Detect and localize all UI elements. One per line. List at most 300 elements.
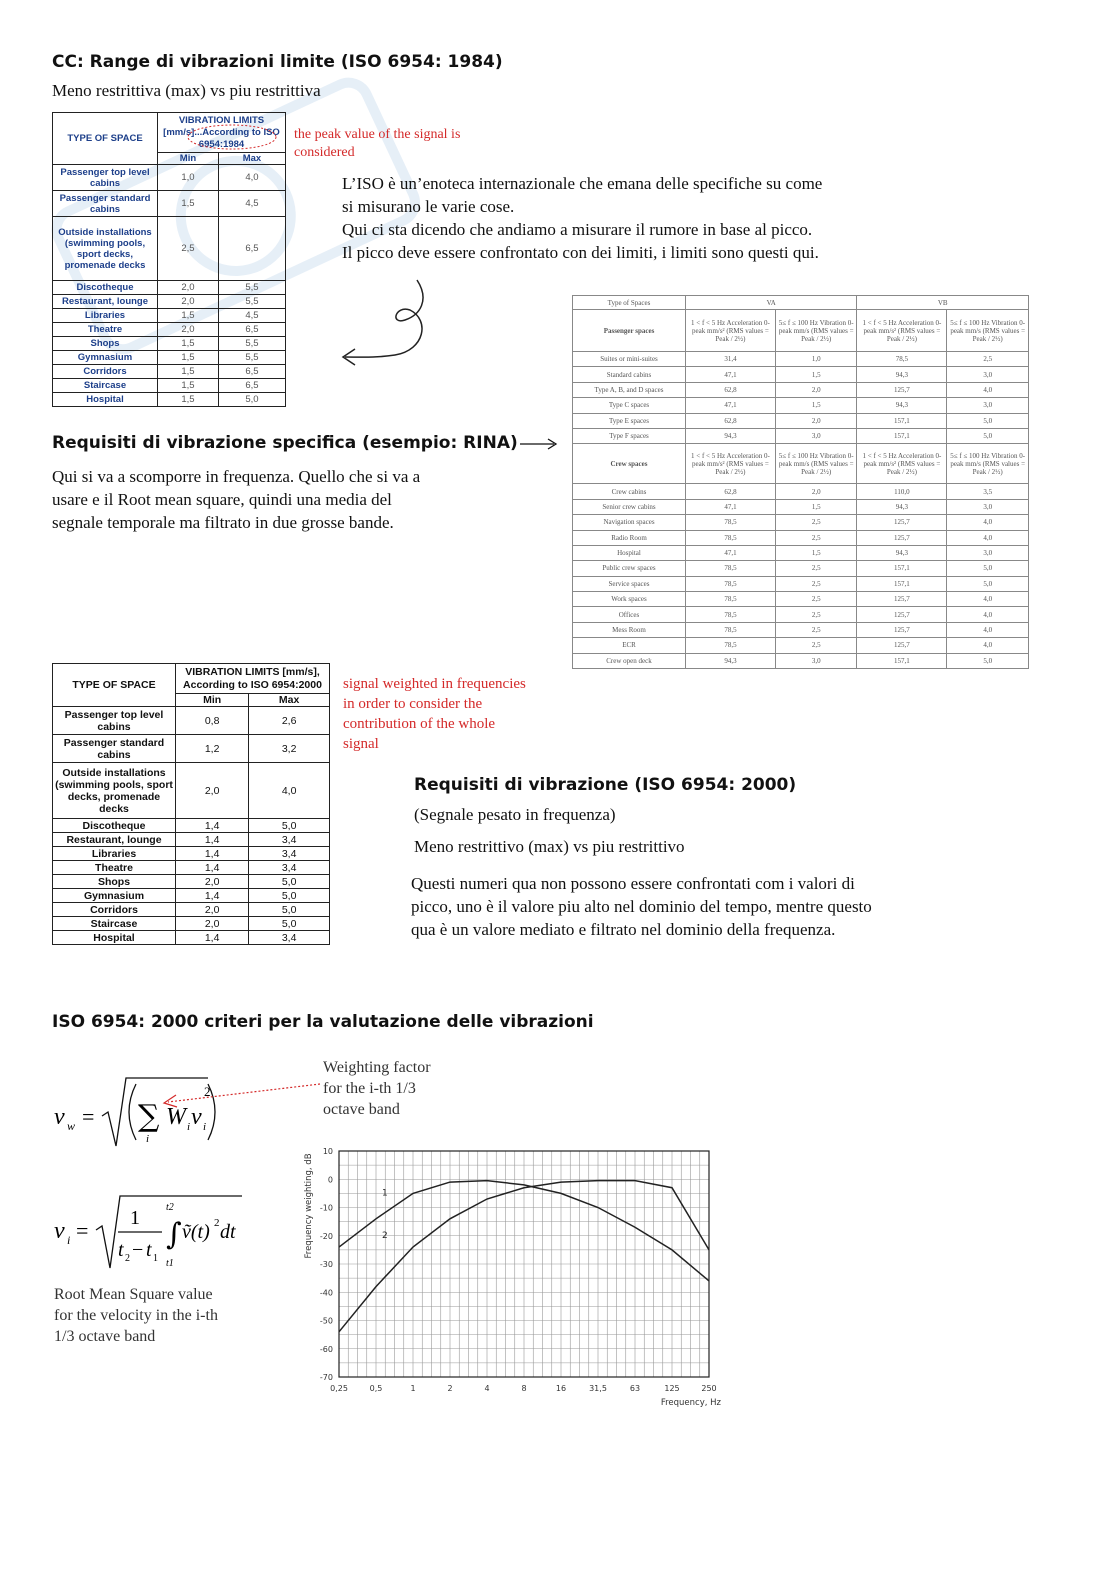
space-cell: Offices <box>573 607 686 622</box>
weighting-note-line: octave band <box>323 1101 400 1118</box>
annotation-line: signal <box>343 736 379 752</box>
value-cell: 1,0 <box>775 352 857 367</box>
svg-text:∫: ∫ <box>166 1217 182 1252</box>
svg-text:i: i <box>67 1233 71 1247</box>
table-row <box>573 622 1029 637</box>
value-cell: 125,7 <box>857 638 947 653</box>
value-cell: 47,1 <box>686 545 776 560</box>
col-min-header: Min <box>176 694 249 707</box>
value-cell: 3,0 <box>947 545 1029 560</box>
rina-col-header: 1 < f < 5 Hz Acceleration 0-peak mm/s² (RMS values = Peak / 2½) <box>686 444 776 484</box>
max-cell: 5,0 <box>218 393 285 407</box>
col-limits-header: VIBRATION LIMITS [mm/s], According to ISO 6954:2000 <box>176 664 330 694</box>
value-cell: 157,1 <box>857 413 947 428</box>
value-cell: 4,0 <box>947 607 1029 622</box>
rms-note-line: for the velocity in the i-th <box>54 1307 218 1324</box>
x-tick-label: 2 <box>447 1384 453 1393</box>
table-row <box>573 499 1029 514</box>
rms-note <box>54 1284 218 1347</box>
svg-text:2: 2 <box>204 1084 211 1099</box>
table-row <box>573 398 1029 413</box>
svg-text:2: 2 <box>125 1253 130 1264</box>
min-cell: 2,0 <box>158 295 219 309</box>
value-cell: 2,0 <box>775 484 857 499</box>
rina-text-line: Qui si va a scomporre in frequenza. Quello che si va a <box>52 467 421 486</box>
col-max-header: Max <box>249 694 330 707</box>
space-cell: Radio Room <box>573 530 686 545</box>
min-cell: 2,0 <box>176 875 249 889</box>
table-row <box>573 653 1029 668</box>
space-cell: Type C spaces <box>573 398 686 413</box>
space-cell: Theatre <box>53 861 176 875</box>
max-cell: 4,5 <box>218 191 285 217</box>
annotation-weighted <box>343 674 526 754</box>
table-row <box>53 217 286 281</box>
iso2000-heading: Requisiti di vibrazione (ISO 6954: 2000) <box>414 775 797 795</box>
min-cell: 2,0 <box>158 323 219 337</box>
table-row <box>53 889 330 903</box>
rina-text-line: segnale temporale ma filtrato in due grosse bande. <box>52 513 394 532</box>
svg-text:2: 2 <box>214 1217 220 1229</box>
criteria-heading: ISO 6954: 2000 criteri per la valutazione delle vibrazioni <box>52 1012 594 1032</box>
table-row <box>53 309 286 323</box>
max-cell: 5,5 <box>218 337 285 351</box>
value-cell: 78,5 <box>686 576 776 591</box>
arrow-right-icon <box>518 436 560 452</box>
value-cell: 3,0 <box>947 398 1029 413</box>
table-row <box>573 484 1029 499</box>
value-cell: 94,3 <box>857 545 947 560</box>
value-cell: 125,7 <box>857 382 947 397</box>
value-cell: 5,0 <box>947 653 1029 668</box>
value-cell: 2,5 <box>947 352 1029 367</box>
min-cell: 1,4 <box>176 861 249 875</box>
iso-note-line: si misurano le varie cose. <box>342 197 515 216</box>
y-tick-label: -30 <box>319 1260 333 1269</box>
rms-note-line: 1/3 octave band <box>54 1328 156 1345</box>
space-cell: Restaurant, lounge <box>53 295 158 309</box>
table-row <box>53 337 286 351</box>
weighting-note <box>323 1057 431 1120</box>
max-cell: 5,0 <box>249 889 330 903</box>
table-row <box>53 165 286 191</box>
y-tick-label: -40 <box>319 1288 333 1298</box>
value-cell: 1,5 <box>775 367 857 382</box>
max-cell: 5,5 <box>218 281 285 295</box>
value-cell: 125,7 <box>857 622 947 637</box>
table-row <box>53 379 286 393</box>
max-cell: 3,2 <box>249 735 330 763</box>
max-cell: 4,0 <box>249 763 330 819</box>
max-cell: 5,0 <box>249 903 330 917</box>
max-cell: 2,6 <box>249 707 330 735</box>
space-cell: Work spaces <box>573 592 686 607</box>
space-cell: Service spaces <box>573 576 686 591</box>
svg-text:t: t <box>118 1239 124 1261</box>
max-cell: 4,0 <box>218 165 285 191</box>
value-cell: 157,1 <box>857 576 947 591</box>
svg-text:−: − <box>132 1239 144 1261</box>
value-cell: 78,5 <box>686 607 776 622</box>
iso2000-text-line: picco, uno è il valore piu alto nel dominio del tempo, mentre questo <box>411 897 872 916</box>
table-row <box>53 295 286 309</box>
value-cell: 78,5 <box>686 530 776 545</box>
value-cell: 62,8 <box>686 382 776 397</box>
iso2000-text-line: Questi numeri qua non possono essere confrontati com i valori di <box>411 874 855 893</box>
value-cell: 3,0 <box>775 653 857 668</box>
value-cell: 47,1 <box>686 367 776 382</box>
value-cell: 3,5 <box>947 484 1029 499</box>
rina-text-line: usare e il Root mean square, quindi una media del <box>52 490 392 509</box>
table-row <box>53 833 330 847</box>
vb-header: VB <box>857 296 1029 310</box>
svg-text:i: i <box>146 1133 150 1145</box>
table-row <box>573 367 1029 382</box>
space-cell: Passenger standard cabins <box>53 191 158 217</box>
table-row <box>53 763 330 819</box>
rina-col-header: 1 < f < 5 Hz Acceleration 0-peak mm/s² (RMS values = Peak / 2½) <box>857 444 947 484</box>
max-cell: 5,5 <box>218 295 285 309</box>
value-cell: 94,3 <box>857 398 947 413</box>
space-cell: Passenger top level cabins <box>53 707 176 735</box>
annotation-ellipse <box>186 122 278 152</box>
table-row <box>573 592 1029 607</box>
y-axis-label: Frequency weighting, dB <box>304 1153 314 1259</box>
table-row <box>573 545 1029 560</box>
value-cell: 94,3 <box>857 499 947 514</box>
value-cell: 4,0 <box>947 530 1029 545</box>
table-row <box>573 607 1029 622</box>
svg-text:1: 1 <box>153 1253 158 1264</box>
value-cell: 4,0 <box>947 638 1029 653</box>
iso2000-text-line: qua è un valore mediato e filtrato nel dominio della frequenza. <box>411 920 836 939</box>
value-cell: 157,1 <box>857 428 947 443</box>
table-row <box>53 931 330 945</box>
space-cell: Shops <box>53 875 176 889</box>
weighting-note-line: Weighting factor <box>323 1059 431 1076</box>
space-cell: Libraries <box>53 309 158 323</box>
type-of-spaces-header: Type of Spaces <box>573 296 686 310</box>
table-row <box>573 638 1029 653</box>
rina-col-header: 1 < f < 5 Hz Acceleration 0-peak mm/s² (RMS values = Peak / 2½) <box>686 310 776 352</box>
svg-text:=: = <box>76 1218 89 1243</box>
value-cell: 4,0 <box>947 592 1029 607</box>
svg-text:t2: t2 <box>166 1202 174 1213</box>
space-cell: Senior crew cabins <box>573 499 686 514</box>
col-min-header: Min <box>158 153 219 165</box>
min-cell: 1,2 <box>176 735 249 763</box>
value-cell: 78,5 <box>686 592 776 607</box>
annotation-peak: the peak value of the signal is considered <box>294 127 461 160</box>
space-cell: Libraries <box>53 847 176 861</box>
max-cell: 5,0 <box>249 917 330 931</box>
value-cell: 1,5 <box>775 398 857 413</box>
svg-text:1: 1 <box>130 1207 140 1229</box>
rina-col-header: 5≤ f ≤ 100 Hz Vibration 0-peak mm/s (RMS values = Peak / 2½) <box>947 310 1029 352</box>
space-cell: Passenger standard cabins <box>53 735 176 763</box>
annotation-line: in order to consider the <box>343 696 483 712</box>
max-cell: 3,4 <box>249 861 330 875</box>
min-cell: 1,5 <box>158 337 219 351</box>
min-cell: 1,4 <box>176 931 249 945</box>
value-cell: 47,1 <box>686 499 776 514</box>
annotation-line: contribution of the whole <box>343 716 496 732</box>
space-cell: Hospital <box>53 931 176 945</box>
min-cell: 1,0 <box>158 165 219 191</box>
min-cell: 0,8 <box>176 707 249 735</box>
space-cell: Gymnasium <box>53 889 176 903</box>
value-cell: 94,3 <box>857 367 947 382</box>
max-cell: 3,4 <box>249 847 330 861</box>
value-cell: 157,1 <box>857 561 947 576</box>
space-cell: Gymnasium <box>53 351 158 365</box>
value-cell: 1,5 <box>775 545 857 560</box>
svg-text:∑: ∑ <box>138 1099 160 1134</box>
table-row <box>53 819 330 833</box>
value-cell: 78,5 <box>686 622 776 637</box>
min-cell: 2,0 <box>158 281 219 295</box>
iso-note <box>342 172 962 264</box>
value-cell: 157,1 <box>857 653 947 668</box>
value-cell: 125,7 <box>857 592 947 607</box>
rina-col-header: 5≤ f ≤ 100 Hz Vibration 0-peak mm/s (RMS values = Peak / 2½) <box>775 444 857 484</box>
iso2000-line1: (Segnale pesato in frequenza) <box>414 805 616 824</box>
iso2000-text <box>411 872 1011 941</box>
value-cell: 78,5 <box>686 638 776 653</box>
space-cell: Passenger top level cabins <box>53 165 158 191</box>
value-cell: 125,7 <box>857 515 947 530</box>
col-max-header: Max <box>218 153 285 165</box>
hand-drawn-arrow <box>335 275 445 375</box>
min-cell: 1,4 <box>176 889 249 903</box>
y-tick-label: 0 <box>327 1175 333 1185</box>
table-row <box>53 875 330 889</box>
value-cell: 5,0 <box>947 428 1029 443</box>
max-cell: 3,4 <box>249 833 330 847</box>
value-cell: 2,5 <box>775 561 857 576</box>
value-cell: 110,0 <box>857 484 947 499</box>
svg-text:t: t <box>146 1239 152 1261</box>
value-cell: 2,0 <box>775 382 857 397</box>
svg-text:v: v <box>54 1104 65 1130</box>
svg-text:ṽ(t): ṽ(t) <box>182 1221 210 1243</box>
weighting-note-line: for the i-th 1/3 <box>323 1080 416 1097</box>
table-row <box>53 847 330 861</box>
table-row <box>53 351 286 365</box>
y-tick-label: -60 <box>319 1344 333 1354</box>
space-cell: Discotheque <box>53 819 176 833</box>
space-cell: Theatre <box>53 323 158 337</box>
space-cell: Staircase <box>53 917 176 931</box>
space-cell: Shops <box>53 337 158 351</box>
space-cell: Staircase <box>53 379 158 393</box>
svg-text:v: v <box>54 1218 65 1244</box>
value-cell: 2,5 <box>775 515 857 530</box>
value-cell: 4,0 <box>947 622 1029 637</box>
y-tick-label: -20 <box>319 1231 333 1241</box>
min-cell: 2,0 <box>176 917 249 931</box>
col-type-header: TYPE OF SPACE <box>53 664 176 707</box>
series-label: 2 <box>382 1230 388 1241</box>
table-rina <box>572 295 1029 669</box>
value-cell: 4,0 <box>947 382 1029 397</box>
page-subtitle: Meno restrittiva (max) vs piu restrittiva <box>52 81 321 100</box>
value-cell: 78,5 <box>857 352 947 367</box>
x-tick-label: 8 <box>521 1384 527 1393</box>
value-cell: 125,7 <box>857 607 947 622</box>
min-cell: 1,5 <box>158 351 219 365</box>
space-cell: Corridors <box>53 365 158 379</box>
value-cell: 31,4 <box>686 352 776 367</box>
space-cell: Hospital <box>53 393 158 407</box>
max-cell: 5,0 <box>249 875 330 889</box>
max-cell: 5,5 <box>218 351 285 365</box>
max-cell: 4,5 <box>218 309 285 323</box>
max-cell: 6,5 <box>218 217 285 281</box>
value-cell: 62,8 <box>686 484 776 499</box>
min-cell: 1,4 <box>176 819 249 833</box>
value-cell: 2,5 <box>775 638 857 653</box>
table-row <box>53 861 330 875</box>
value-cell: 2,0 <box>775 413 857 428</box>
x-tick-label: 31,5 <box>589 1384 607 1393</box>
value-cell: 2,5 <box>775 592 857 607</box>
table-row <box>573 515 1029 530</box>
max-cell: 3,4 <box>249 931 330 945</box>
x-tick-label: 1 <box>410 1384 416 1393</box>
x-tick-label: 0,5 <box>369 1384 383 1393</box>
table-row <box>573 428 1029 443</box>
svg-text:i: i <box>203 1121 207 1133</box>
table-row <box>53 393 286 407</box>
min-cell: 1,5 <box>158 309 219 323</box>
col-limits-header: VIBRATION LIMITS [mm/s]...According to ISO 6954:1984 <box>158 113 286 153</box>
svg-text:v: v <box>191 1104 202 1130</box>
iso-note-line: Qui ci sta dicendo che andiamo a misurare il rumore in base al picco. <box>342 220 813 239</box>
value-cell: 2,5 <box>775 607 857 622</box>
x-tick-label: 250 <box>701 1384 717 1393</box>
min-cell: 1,5 <box>158 393 219 407</box>
value-cell: 47,1 <box>686 398 776 413</box>
rina-col-header: 5≤ f ≤ 100 Hz Vibration 0-peak mm/s (RMS values = Peak / 2½) <box>775 310 857 352</box>
x-tick-label: 63 <box>629 1384 641 1393</box>
rina-text <box>52 465 512 534</box>
table-row <box>53 735 330 763</box>
value-cell: 3,0 <box>947 499 1029 514</box>
x-tick-label: 4 <box>484 1384 490 1393</box>
rina-heading: Requisiti di vibrazione specifica (esempio: RINA) <box>52 433 518 453</box>
value-cell: 3,0 <box>775 428 857 443</box>
svg-text:i: i <box>187 1121 191 1133</box>
svg-text:W: W <box>166 1104 186 1130</box>
space-cell: Discotheque <box>53 281 158 295</box>
y-tick-label: -50 <box>319 1316 333 1326</box>
space-cell: Crew cabins <box>573 484 686 499</box>
x-tick-label: 0,25 <box>330 1384 348 1393</box>
value-cell: 78,5 <box>686 561 776 576</box>
value-cell: 2,5 <box>775 622 857 637</box>
svg-text:t1: t1 <box>166 1258 174 1269</box>
y-tick-label: -70 <box>319 1373 333 1382</box>
value-cell: 125,7 <box>857 530 947 545</box>
space-cell: Type A, B, and D spaces <box>573 382 686 397</box>
table-row <box>573 576 1029 591</box>
min-cell: 1,4 <box>176 847 249 861</box>
rms-note-line: Root Mean Square value <box>54 1286 213 1303</box>
x-axis-label: Frequency, Hz <box>660 1398 721 1408</box>
space-cell: Mess Room <box>573 622 686 637</box>
space-cell: Type E spaces <box>573 413 686 428</box>
value-cell: 78,5 <box>686 515 776 530</box>
max-cell: 5,0 <box>249 819 330 833</box>
min-cell: 2,0 <box>176 903 249 917</box>
space-cell: Outside installations (swimming pools, sport decks, promenade decks <box>53 763 176 819</box>
dotted-arrow <box>158 1080 338 1110</box>
table-row <box>573 382 1029 397</box>
max-cell: 6,5 <box>218 323 285 337</box>
value-cell: 94,3 <box>686 428 776 443</box>
table-row <box>573 413 1029 428</box>
y-tick-label: 10 <box>322 1147 333 1156</box>
y-tick-label: -10 <box>319 1203 333 1213</box>
svg-text:=: = <box>82 1104 95 1129</box>
space-cell: Standard cabins <box>573 367 686 382</box>
table-iso-2000 <box>52 663 330 945</box>
table-row <box>573 352 1029 367</box>
rina-col-header: 1 < f < 5 Hz Acceleration 0-peak mm/s² (RMS values = Peak / 2½) <box>857 310 947 352</box>
value-cell: 62,8 <box>686 413 776 428</box>
space-cell: Restaurant, lounge <box>53 833 176 847</box>
table-row <box>53 323 286 337</box>
svg-text:w: w <box>67 1119 76 1133</box>
annotation-line: signal weighted in frequencies <box>343 676 526 692</box>
frequency-weighting-chart <box>295 1125 745 1410</box>
col-type-header: TYPE OF SPACE <box>53 113 158 165</box>
space-cell: Type F spaces <box>573 428 686 443</box>
value-cell: 2,5 <box>775 576 857 591</box>
space-cell: Hospital <box>573 545 686 560</box>
space-cell: Corridors <box>53 903 176 917</box>
table-iso-1984 <box>52 112 286 407</box>
va-header: VA <box>686 296 857 310</box>
page-title: CC: Range di vibrazioni limite (ISO 6954: 1984) <box>52 52 503 72</box>
value-cell: 2,5 <box>775 530 857 545</box>
space-cell: Crew open deck <box>573 653 686 668</box>
value-cell: 1,5 <box>775 499 857 514</box>
min-cell: 1,5 <box>158 379 219 393</box>
series-label: 1 <box>382 1188 388 1199</box>
x-tick-label: 125 <box>664 1384 680 1393</box>
min-cell: 2,5 <box>158 217 219 281</box>
value-cell: 94,3 <box>686 653 776 668</box>
formula-vi <box>52 1190 252 1275</box>
table-row <box>53 281 286 295</box>
value-cell: 5,0 <box>947 576 1029 591</box>
table-row <box>53 191 286 217</box>
value-cell: 4,0 <box>947 515 1029 530</box>
iso2000-line2: Meno restrittivo (max) vs piu restrittivo <box>414 837 685 856</box>
iso-note-line: Il picco deve essere confrontato con dei limiti, i limiti sono questi qui. <box>342 243 819 262</box>
space-cell: ECR <box>573 638 686 653</box>
max-cell: 6,5 <box>218 379 285 393</box>
table-row <box>53 365 286 379</box>
space-cell: Public crew spaces <box>573 561 686 576</box>
space-cell: Suites or mini-suites <box>573 352 686 367</box>
rina-col-header: 5≤ f ≤ 100 Hz Vibration 0-peak mm/s (RMS values = Peak / 2½) <box>947 444 1029 484</box>
min-cell: 1,5 <box>158 365 219 379</box>
min-cell: 1,4 <box>176 833 249 847</box>
x-tick-label: 16 <box>555 1384 567 1393</box>
